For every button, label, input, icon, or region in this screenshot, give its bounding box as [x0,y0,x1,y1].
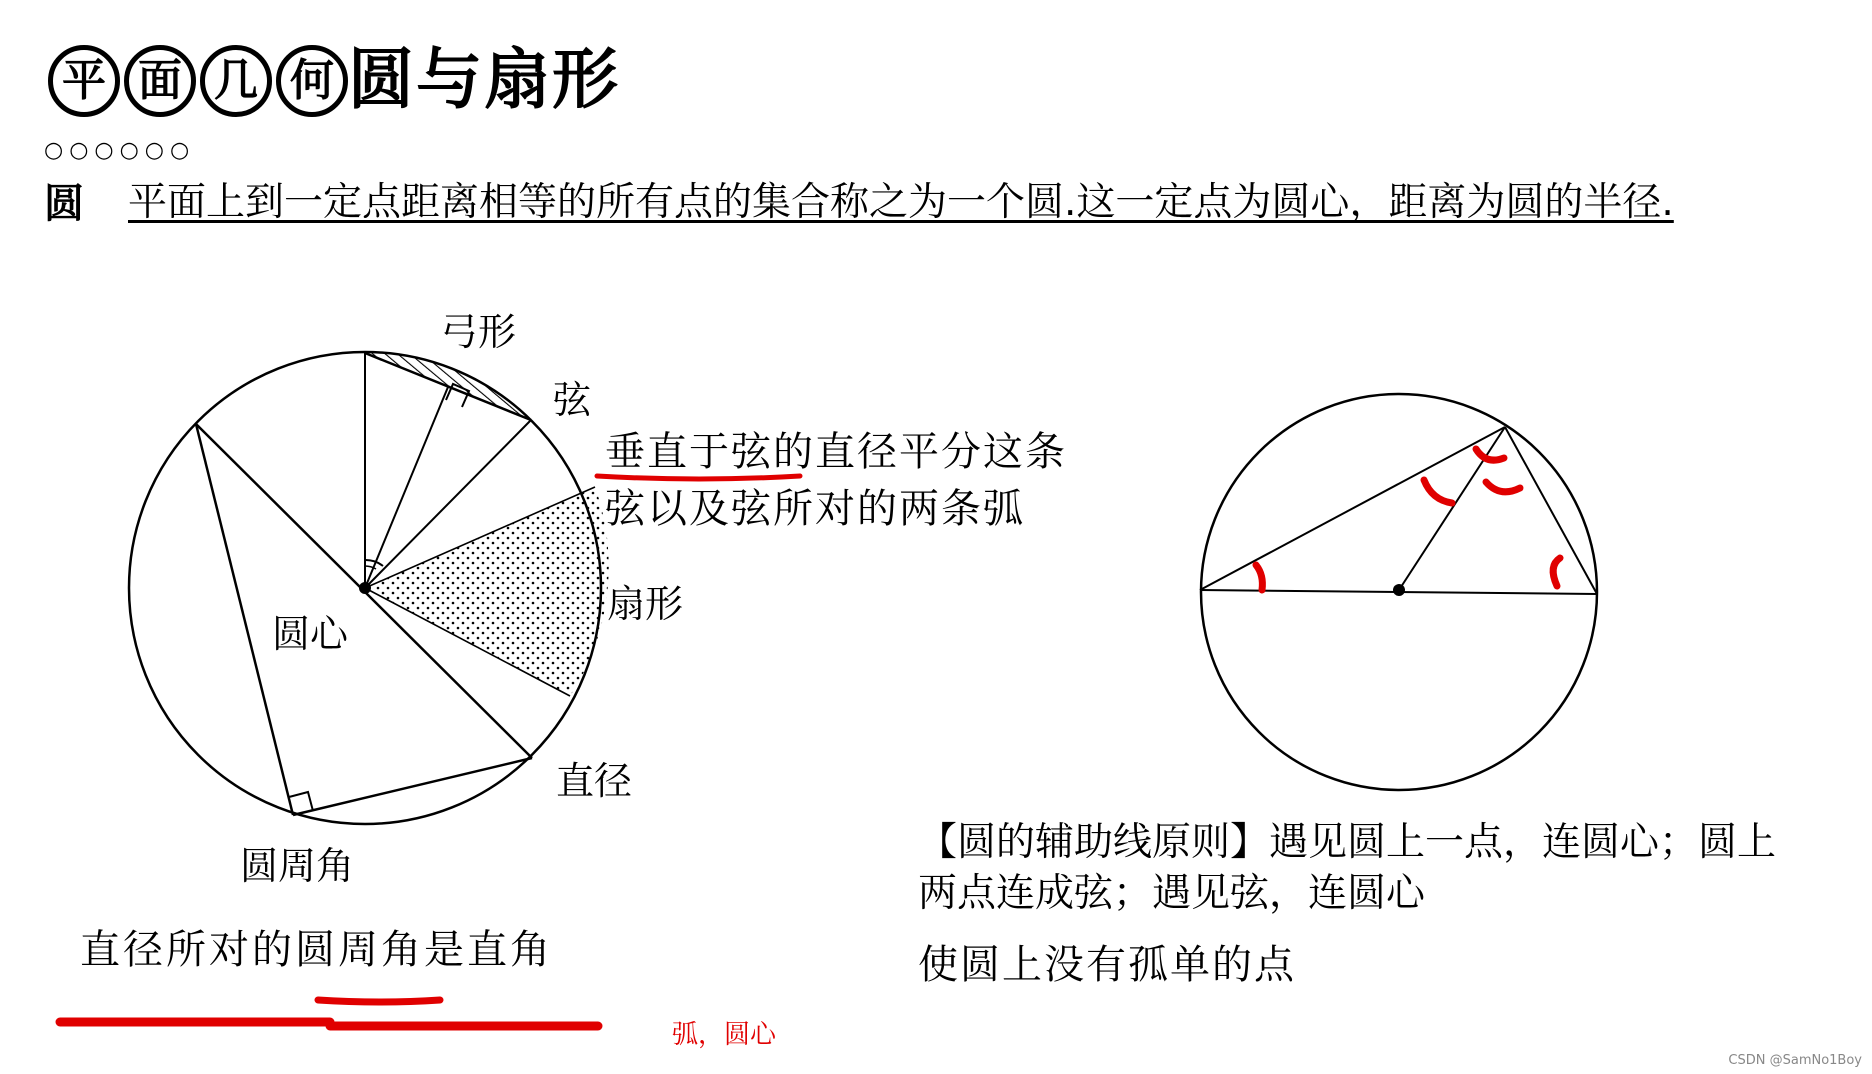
right-radius [1399,427,1505,590]
label-center: 圆心 [272,612,349,656]
center-point [359,582,371,594]
badge-mian: 面 [124,45,196,117]
chord-line [365,353,531,420]
definition-term: 圆 [44,181,84,227]
label-diameter: 直径 [556,759,633,803]
decorative-dots: ○○○○○○ [44,138,196,163]
red-angle-mark-right [1553,558,1560,586]
definition-text: 平面上到一定点距离相等的所有点的集合称之为一个圆.这一定点为圆心，距离为圆的半径. [128,180,1674,225]
lonely-point-note: 使圆上没有孤单的点 [918,942,1296,988]
auxiliary-principle: 【圆的辅助线原则】遇见圆上一点，连圆心；圆上两点连成弦；遇见弦，连圆心 [918,820,1777,916]
red-angle-mark-radius [1424,480,1452,503]
inscribed-chord-2 [293,758,532,815]
page-title: 圆与扇形 [348,41,620,118]
label-segment: 弓形 [440,310,517,354]
red-note: 弧，圆心 [672,1020,777,1050]
red-angle-mark-left [1256,565,1262,590]
red-underline-long [60,1022,598,1026]
red-underline-inscribed-angle [318,1000,440,1002]
badge-he: 何 [276,45,348,117]
auxiliary-line-diagram [1200,394,1597,790]
right-angle-mark-inscribed [289,792,313,811]
theorem-line-1: 垂直于弦的直径平分这条 [605,429,1067,475]
label-chord: 弦 [553,378,592,422]
badge-ji: 几 [200,45,272,117]
label-sector: 扇形 [607,582,684,626]
right-chord-left [1200,427,1505,590]
right-center-point [1393,584,1405,596]
red-angle-mark-top-2 [1486,482,1520,492]
bottom-statement: 直径所对的圆周角是直角 [80,927,553,973]
badge-ping: 平 [48,45,120,117]
watermark: CSDN @SamNo1Boy [1728,1053,1862,1068]
theorem-line-2: 弦以及弦所对的两条弧 [605,486,1025,532]
sector-region [365,487,609,696]
label-inscribed-angle: 圆周角 [240,844,355,888]
